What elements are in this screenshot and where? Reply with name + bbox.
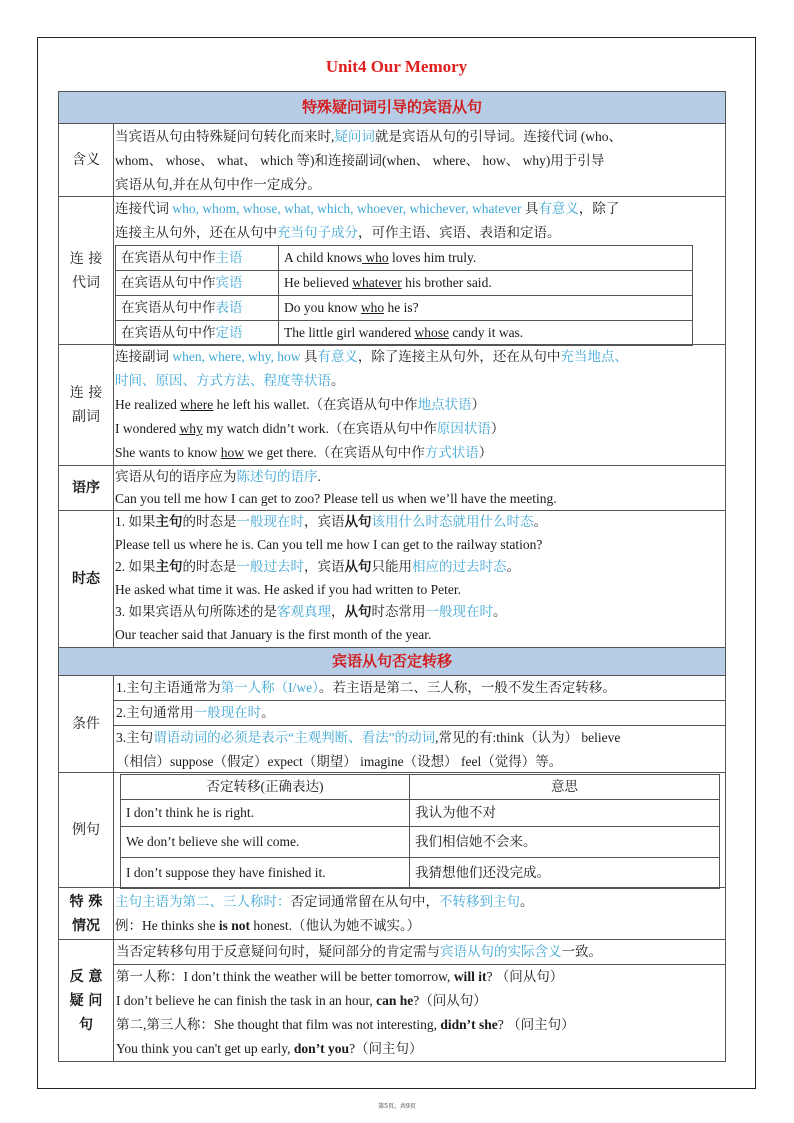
row-meaning xyxy=(58,124,726,197)
table-row: 在宾语从句中作主语 A child knows who loves him truly. xyxy=(116,246,693,271)
page-footer: 第5页，共9页 xyxy=(378,1103,416,1110)
label-meaning: 含义 xyxy=(59,124,114,196)
examples-content xyxy=(120,774,721,889)
label-conditions: 条件 xyxy=(59,676,114,772)
row-word-order xyxy=(58,466,726,511)
table-row: 在宾语从句中作表语 Do you know who he is? xyxy=(116,296,693,321)
table-header: 否定转移(正确表达) 意思 xyxy=(121,775,720,800)
table-row: 在宾语从句中作宾语 He believed whatever his brother said. xyxy=(116,271,693,296)
row-special xyxy=(58,888,726,940)
row-tense xyxy=(58,511,726,648)
table-row: 在宾语从句中作定语 The little girl wandered whose candy it was. xyxy=(116,321,693,346)
label-pronouns: 连 接 代词 xyxy=(59,197,114,344)
table-row: I don’t think he is right. 我认为他不对 xyxy=(121,800,720,827)
conditions-content: 1.主句主语通常为第一人称（I/we）。若主语是第二、三人称，一般不发生否定转移。 2.主句通常用一般现在时。 3.主句谓语动词的必须是表示“主观判断、看法”的动词,常见的有:think（认为） believe （相信）suppose（假定）expect（期望） imagine（设想） feel（觉得）等。 xyxy=(114,676,725,774)
table-row: We don’t believe she will come. 我们相信她不会来。 xyxy=(121,827,720,858)
row-adverbs xyxy=(58,345,726,466)
page-title: Unit4 Our Memory xyxy=(325,57,468,76)
table-row: I don’t suppose they have finished it. 我猜想他们还没完成。 xyxy=(121,858,720,889)
label-tense: 时态 xyxy=(59,511,114,647)
row-conditions xyxy=(58,676,726,773)
negation-example-table xyxy=(120,774,720,889)
adverbs-content: 连接副词 when, where, why, how 具有意义，除了连接主从句外，还在从句中充当地点、 时间、原因、方式方法、程度等状语。 He realized where he left his wallet.（在宾语从句中作地点状语） I wondered why my watch didn’t work.（在宾语从句中作原因状语） She wants to know how we get there.（在宾语从句中作方式状语） xyxy=(115,349,628,460)
row-pronouns xyxy=(58,197,726,345)
label-tag-question: 反 意 疑 问 句 xyxy=(59,940,114,1061)
meaning-content: 当宾语从句由特殊疑问句转化而来时,疑问词就是宾语从句的引导词。连接代词 (who、 whom、 whose、 what、 which 等)和连接副词(when、 where、 how、 why)用于引导 宾语从句,并在从句中作一定成分。 xyxy=(115,129,622,192)
label-special: 特 殊 情况 xyxy=(59,888,114,939)
row-examples xyxy=(58,773,726,888)
word-order-content: 宾语从句的语序应为陈述句的语序. Can you tell me how I can get to zoo? Please tell us when we’ll have the meeting. xyxy=(115,469,557,506)
tense-content: 1. 如果主句的时态是一般现在时，宾语从句该用什么时态就用什么时态。 Please tell us where he is. Can you tell me how I can get to the railway station? 2. 如果主句的时态是一般过去时，宾语从句只能用相应的过去时态。 He asked what time it was. He asked if you had written to Peter. 3. 如果宾语从句所陈述的是客观真理，从句时态常用一般现在时。 Our teacher said that January is the first month of the year. xyxy=(115,514,547,642)
label-examples: 例句 xyxy=(59,773,114,887)
row-tag-question xyxy=(58,940,726,1062)
tag-question-content: 当否定转移句用于反意疑问句时，疑问部分的肯定需与宾语从句的实际含义一致。 第一人称：I don’t think the weather will be better tomorrow, will it? （问从句） I don’t believe he can finish the task in an hour, can he?（问从句） 第二,第三人称：She thought that film was not interesting, didn’t she? （问主句） You think you can't get up early, don’t you?（问主句） xyxy=(114,940,725,1061)
pronoun-example-table xyxy=(115,245,693,346)
label-word-order: 语序 xyxy=(59,466,114,510)
label-adverbs: 连 接 副词 xyxy=(59,345,114,465)
section-header-1: 特殊疑问词引导的宾语从句 xyxy=(58,91,726,124)
section-header-2: 宾语从句否定转移 xyxy=(58,648,726,676)
pronouns-content: 连接代词 who, whom, whose, what, which, whoever, whichever, whatever 具有意义，除了 连接主从句外，还在从句中充当句子成分，可作主语、宾语、表语和定语。 在宾语从句中作主语 A child knows who loves him truly. 在宾语从句中作宾语 He believed whatever his brother said. 在宾语从句中作表语 Do you know who he is? 在宾语从句中作定语 The little girl wandered whose candy it was. xyxy=(115,197,721,346)
special-content: 主句主语为第二、三人称时：否定词通常留在从句中，不转移到主句。 例：He thinks she is not honest.（他认为她不诚实。） xyxy=(115,894,534,933)
